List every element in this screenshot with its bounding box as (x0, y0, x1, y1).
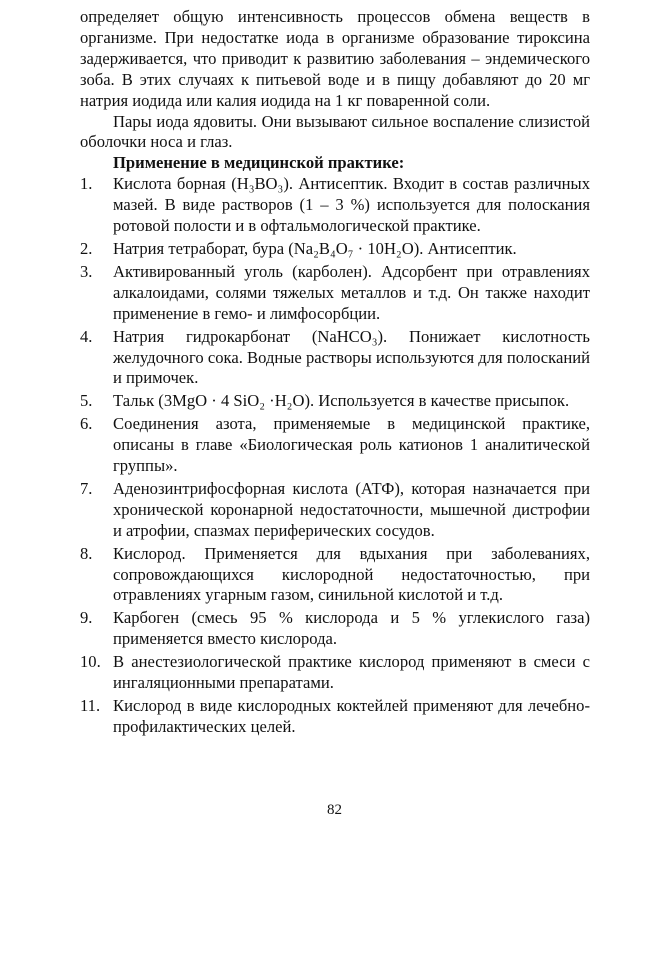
list-item-text: Натрия гидрокарбонат (NaHCO₃). Понижает кислотность желудочного сока. Водные растворы используются для полосканий и примочек. (113, 326, 590, 388)
list-item-text: Соединения азота, применяемые в медицинской практике, описаны в главе «Биологическая роль катионов 1 аналитической группы». (113, 414, 590, 476)
list-item (80, 414, 590, 477)
list-item (80, 652, 590, 694)
list-item-text: Кислота борная (H₃BO₃). Антисептик. Входит в состав различных мазей. В виде растворов (1 – 3 %) используется для полоскания ротовой полости и в офтальмологической практике. (113, 174, 590, 236)
list-item-number: 9. (80, 608, 93, 628)
iodine-vapor-paragraph: Пары иода ядовиты. Они вызывают сильное воспаление слизистой оболочки носа и глаз. (80, 111, 590, 152)
list-item-text: Аденозинтрифосфорная кислота (АТФ), которая назначается при хронической коронарной недостаточности, мышечной дистрофии и атрофии, спазмах периферических сосудов. (113, 478, 590, 540)
list-item (80, 479, 590, 542)
list-item-text: Кислород в виде кислородных коктейлей применяют для лечебно-профилактических целей. (113, 696, 590, 736)
list-item-number: 4. (80, 326, 93, 346)
list-item-number: 6. (80, 414, 93, 434)
list-item (80, 391, 590, 412)
list-item-text: В анестезиологической практике кислород применяют в смеси с ингаляционными препаратами. (113, 652, 590, 693)
list-item-text: Тальк (3MgO · 4 SiO₂ ·H₂O). Используется в качестве присыпок. (113, 391, 570, 411)
list-item-number: 8. (80, 543, 93, 563)
list-item (80, 262, 590, 325)
list-item-text: Кислород. Применяется для вдыхания при заболеваниях, сопровождающихся кислородной недостаточностью, при отравлениях угарным газом, синильной кислотой и т.д. (113, 543, 590, 605)
page-number: 82 (327, 802, 342, 818)
list-item-number: 10. (80, 652, 101, 672)
list-item (80, 608, 590, 650)
list-item-number: 5. (80, 391, 93, 411)
section-heading: Применение в медицинской практике: (113, 153, 405, 173)
list-item (80, 174, 590, 237)
list-item-number: 11. (80, 696, 101, 715)
list-item-text: Активированный уголь (карболен). Адсорбент при отравлениях алкалоидами, солями тяжелых металлов и т.д. Он также находит применение в гемо- и лимфосорбции. (113, 261, 590, 323)
medical-uses-list (80, 174, 590, 738)
text-column (80, 7, 590, 740)
list-item-text: Натрия тетраборат, бура (Na₂B₄O₇ · 10H₂O). Антисептик. (113, 238, 517, 258)
list-item (80, 544, 590, 607)
list-item (80, 696, 590, 738)
list-item (80, 327, 590, 390)
list-item-number: 1. (80, 174, 93, 194)
list-item (80, 239, 590, 260)
list-item-text: Карбоген (смесь 95 % кислорода и 5 % углекислого газа) применяется вместо кислорода. (113, 608, 590, 649)
list-item-number: 7. (80, 478, 93, 498)
list-item-number: 2. (80, 238, 93, 258)
list-item-number: 3. (80, 261, 93, 281)
intro-paragraph: определяет общую интенсивность процессов обмена веществ в организме. При недостатке иода в организме образование тироксина задерживается, что приводит к развитию заболевания – эндемического зоба. В этих случаях к питьевой воде и в пищу добавляют до 20 мг натрия иодида или калия иодида на 1 кг поваренной соли. (80, 7, 590, 110)
